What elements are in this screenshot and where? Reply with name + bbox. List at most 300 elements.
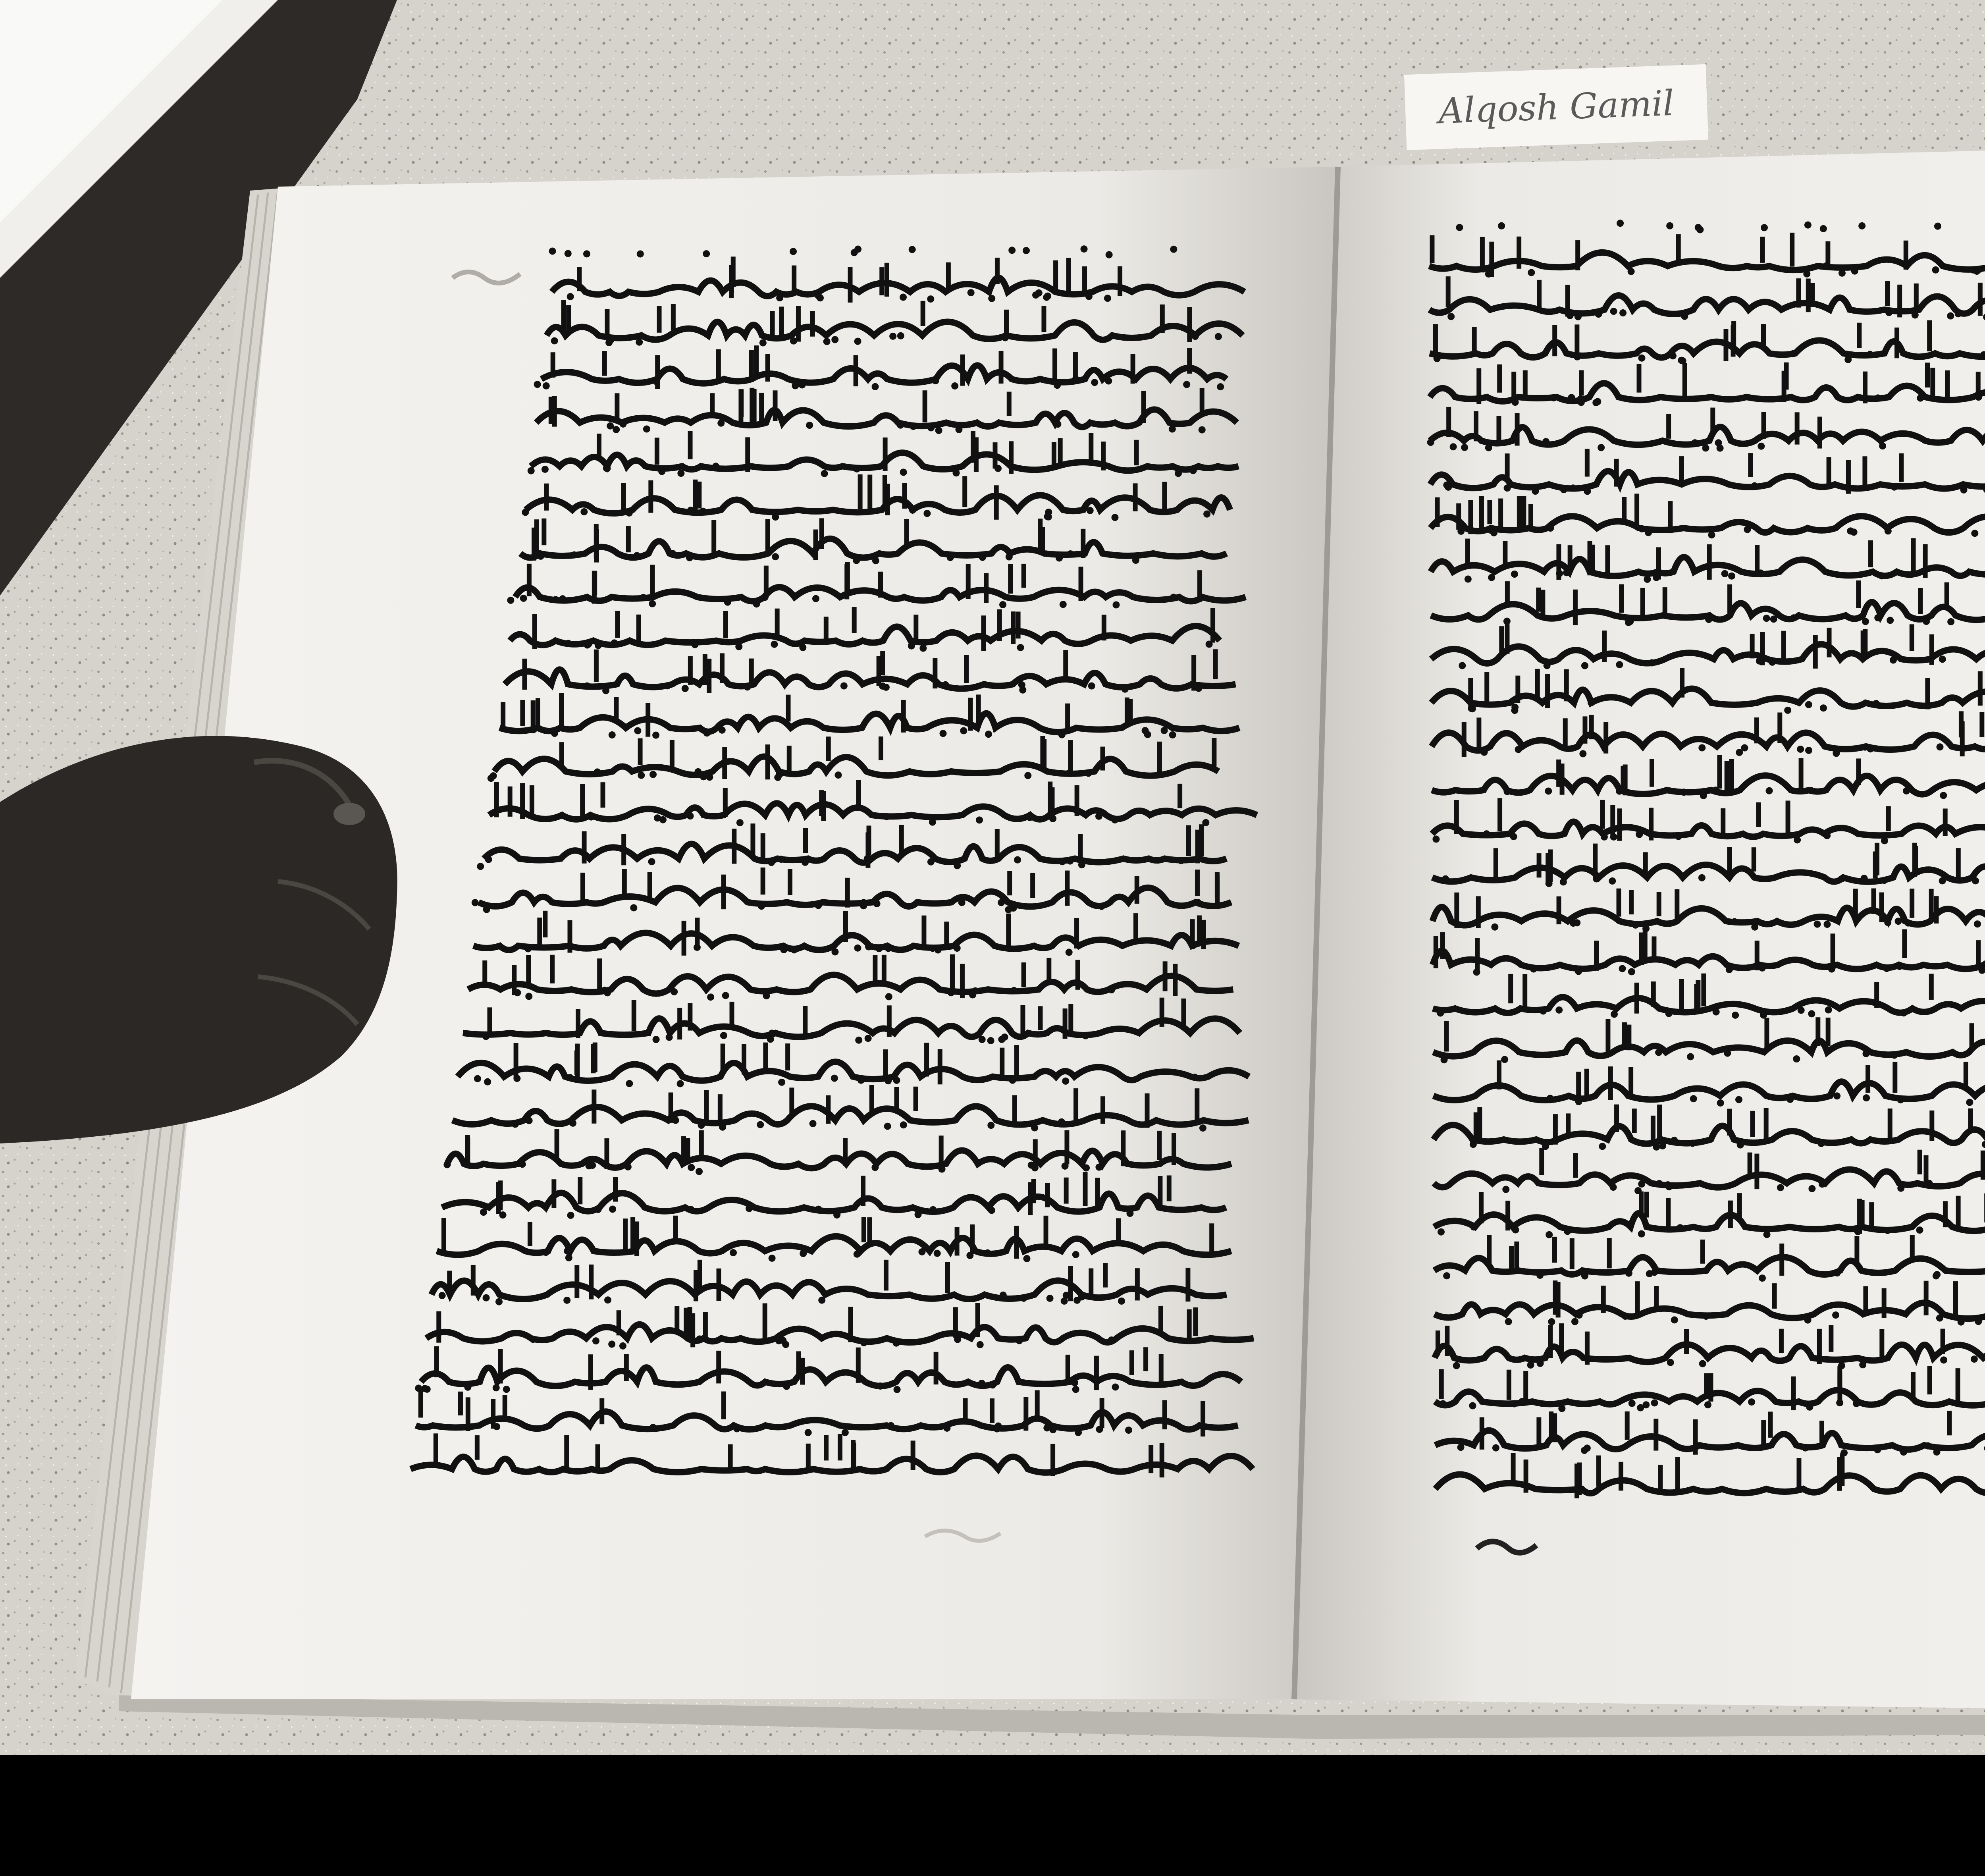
script-stroke — [1629, 890, 1634, 915]
script-dot — [1575, 1098, 1582, 1105]
script-dot — [1085, 770, 1092, 777]
script-dot — [1026, 814, 1033, 821]
script-stroke — [1956, 1368, 1960, 1404]
script-dot — [1527, 1361, 1534, 1369]
script-dot — [1803, 270, 1810, 278]
script-dot — [1628, 1400, 1636, 1407]
script-dot — [1814, 921, 1821, 928]
script-stroke — [564, 1435, 569, 1468]
script-dot — [817, 294, 824, 301]
script-stroke — [1679, 456, 1684, 486]
script-stroke — [1761, 1420, 1766, 1446]
script-stroke — [728, 1444, 733, 1468]
script-dot — [669, 550, 676, 557]
script-dot — [1175, 470, 1182, 477]
script-stroke — [1679, 979, 1684, 1012]
script-dot — [860, 1339, 867, 1346]
script-dot — [609, 1205, 616, 1213]
script-stroke — [1440, 932, 1445, 959]
script-dot — [1770, 615, 1777, 623]
script-dot — [439, 1292, 446, 1299]
script-dot — [1769, 659, 1776, 666]
script-dot — [778, 856, 785, 863]
script-stroke — [671, 304, 676, 330]
script-stroke — [1548, 1325, 1553, 1358]
script-stroke — [1754, 1154, 1759, 1190]
script-dot — [1105, 378, 1112, 385]
script-dot — [1884, 919, 1891, 926]
script-dot — [1564, 1228, 1571, 1235]
script-stroke — [566, 305, 571, 332]
script-dot — [1065, 769, 1072, 777]
script-dot — [512, 1120, 519, 1128]
script-dot — [604, 1296, 611, 1303]
script-dot — [792, 382, 799, 389]
script-stroke — [852, 607, 857, 633]
script-stroke — [1160, 305, 1165, 333]
script-dot — [1599, 1143, 1606, 1150]
script-dot — [1217, 383, 1224, 390]
script-stroke — [1708, 1373, 1713, 1402]
script-stroke — [1197, 570, 1202, 602]
script-dot — [1611, 1010, 1618, 1018]
script-stroke — [1456, 503, 1461, 530]
script-dot — [607, 422, 614, 430]
script-dot — [1610, 308, 1617, 315]
script-dot — [543, 382, 550, 389]
script-stroke — [1806, 279, 1811, 312]
script-stroke — [1496, 416, 1501, 444]
script-dot — [1610, 1184, 1617, 1191]
script-dot — [524, 945, 532, 952]
script-dot — [602, 687, 609, 694]
script-stroke — [867, 825, 871, 855]
script-dot — [1897, 1185, 1904, 1192]
script-dot — [1717, 1099, 1724, 1107]
script-dot — [1510, 833, 1517, 840]
script-dot — [1737, 1141, 1744, 1149]
script-dot — [1844, 356, 1852, 363]
script-dot — [649, 600, 656, 607]
script-dot — [583, 250, 590, 257]
script-dot — [534, 381, 541, 388]
script-dot — [706, 773, 713, 781]
script-stroke — [1557, 897, 1561, 925]
script-stroke — [1116, 1218, 1121, 1244]
script-stroke — [968, 698, 973, 731]
script-dot — [1645, 529, 1652, 536]
script-dot — [1547, 1095, 1554, 1102]
script-dot — [696, 1335, 703, 1342]
script-dot — [1939, 656, 1946, 663]
script-stroke — [685, 1138, 690, 1163]
script-stroke — [1635, 1281, 1640, 1313]
script-dot — [1900, 1448, 1907, 1456]
script-stroke — [1782, 371, 1786, 402]
script-stroke — [856, 780, 861, 806]
script-dot — [1610, 833, 1617, 841]
script-stroke — [779, 307, 784, 341]
script-dot — [1540, 1007, 1547, 1014]
script-dot — [1759, 964, 1766, 972]
script-dot — [595, 642, 602, 649]
script-dot — [624, 1163, 632, 1170]
script-dot — [1511, 1400, 1518, 1407]
script-dot — [763, 992, 770, 999]
script-stroke — [1523, 370, 1528, 399]
script-dot — [1823, 832, 1831, 839]
script-stroke — [806, 1444, 811, 1469]
script-stroke — [1484, 672, 1489, 706]
script-stroke — [596, 1444, 600, 1469]
script-dot — [818, 1297, 825, 1304]
script-stroke — [894, 1087, 899, 1113]
script-stroke — [838, 1434, 842, 1461]
script-stroke — [852, 1442, 856, 1473]
script-stroke — [530, 785, 534, 819]
script-stroke — [1813, 635, 1818, 669]
script-dot — [421, 1385, 428, 1392]
script-dot — [893, 1340, 900, 1347]
script-dot — [1066, 858, 1073, 865]
script-dot — [1794, 836, 1801, 843]
script-stroke — [592, 1089, 596, 1123]
script-dot — [1459, 662, 1466, 669]
script-stroke — [623, 1219, 628, 1252]
script-dot — [619, 1342, 626, 1350]
script-dot — [700, 508, 707, 515]
script-stroke — [1535, 669, 1540, 697]
script-stroke — [1016, 611, 1021, 638]
script-stroke — [1480, 1417, 1484, 1450]
script-dot — [831, 948, 838, 955]
script-dot — [1638, 355, 1645, 362]
script-dot — [1933, 1271, 1941, 1278]
script-stroke — [1693, 1419, 1698, 1455]
script-stroke — [716, 349, 721, 380]
script-dot — [1671, 1137, 1678, 1144]
script-stroke — [848, 267, 852, 303]
script-stroke — [1978, 671, 1983, 706]
script-stroke — [482, 960, 487, 987]
script-stroke — [1023, 1397, 1028, 1431]
script-stroke — [621, 834, 626, 866]
script-dot — [952, 469, 960, 476]
script-dot — [658, 468, 665, 475]
script-dot — [798, 381, 806, 388]
script-stroke — [1475, 938, 1480, 971]
script-stroke — [542, 519, 546, 545]
script-dot — [1708, 531, 1715, 538]
script-dot — [1457, 1444, 1465, 1451]
script-stroke — [1570, 1238, 1575, 1269]
script-stroke — [622, 869, 627, 899]
script-stroke — [614, 697, 619, 721]
script-stroke — [669, 1093, 673, 1123]
script-dot — [927, 858, 935, 866]
script-dot — [976, 816, 983, 823]
script-dot — [1763, 1231, 1771, 1238]
script-dot — [1020, 1295, 1027, 1302]
script-stroke — [1675, 889, 1679, 923]
script-stroke — [924, 1043, 929, 1076]
script-dot — [979, 554, 986, 561]
script-stroke — [1621, 766, 1625, 792]
script-stroke — [1666, 1198, 1671, 1231]
script-stroke — [710, 393, 715, 418]
script-dot — [1056, 554, 1063, 561]
script-dot — [1973, 268, 1981, 275]
script-dot — [730, 1249, 737, 1256]
script-stroke — [544, 484, 549, 511]
script-stroke — [1012, 1095, 1017, 1122]
script-stroke — [1634, 494, 1639, 528]
script-stroke — [1959, 711, 1964, 737]
script-dot — [549, 248, 556, 255]
script-dot — [1933, 1448, 1941, 1456]
script-stroke — [1050, 1444, 1055, 1476]
script-dot — [842, 1429, 849, 1436]
script-stroke — [1133, 483, 1138, 511]
script-stroke — [1511, 1453, 1516, 1485]
script-stroke — [945, 1262, 950, 1293]
script-dot — [1912, 311, 1919, 318]
script-dot — [688, 1164, 695, 1171]
script-stroke — [1497, 364, 1502, 393]
script-dot — [1066, 949, 1073, 956]
script-dot — [1638, 525, 1646, 532]
script-stroke — [1191, 655, 1196, 691]
script-dot — [520, 595, 527, 602]
script-stroke — [1628, 1067, 1633, 1097]
script-dot — [1932, 266, 1939, 274]
script-dot — [1638, 1230, 1645, 1238]
script-dot — [1805, 747, 1812, 754]
script-dot — [1505, 1318, 1512, 1325]
script-dot — [1126, 1210, 1133, 1217]
script-stroke — [1444, 1021, 1449, 1051]
script-stroke — [717, 1269, 721, 1301]
script-stroke — [1756, 802, 1761, 827]
script-dot — [1199, 1124, 1206, 1132]
script-dot — [947, 554, 954, 561]
script-dot — [1854, 1228, 1862, 1235]
script-dot — [948, 989, 955, 996]
script-dot — [1002, 334, 1009, 341]
script-dot — [987, 1122, 994, 1129]
script-stroke — [1605, 1019, 1610, 1052]
script-dot — [1798, 1006, 1805, 1014]
script-dot — [563, 1297, 570, 1304]
script-stroke — [1871, 888, 1876, 914]
script-stroke — [1658, 1465, 1663, 1495]
script-dot — [1818, 1140, 1825, 1147]
script-dot — [1058, 731, 1066, 738]
script-stroke — [1201, 920, 1206, 949]
script-dot — [1681, 313, 1688, 320]
script-dot — [503, 1386, 510, 1393]
script-stroke — [1433, 324, 1438, 352]
script-dot — [1588, 699, 1595, 706]
script-dot — [1170, 594, 1177, 601]
script-stroke — [1752, 847, 1756, 871]
script-dot — [1563, 569, 1570, 576]
script-dot — [1571, 1318, 1578, 1325]
script-stroke — [1030, 873, 1035, 898]
script-stroke — [1882, 1288, 1887, 1318]
script-dot — [1584, 488, 1591, 495]
script-stroke — [599, 1398, 604, 1424]
script-stroke — [441, 1218, 446, 1252]
script-dot — [1546, 1231, 1553, 1238]
script-stroke — [447, 1271, 452, 1295]
script-dot — [1085, 293, 1093, 300]
script-dot — [914, 1211, 921, 1218]
script-stroke — [434, 1346, 439, 1377]
script-dot — [1511, 571, 1518, 578]
script-dot — [1763, 615, 1770, 622]
script-dot — [1891, 484, 1898, 491]
script-stroke — [819, 518, 824, 549]
script-dot — [696, 1168, 703, 1175]
script-stroke — [711, 520, 716, 553]
script-stroke — [1193, 1307, 1198, 1336]
script-dot — [1457, 528, 1465, 535]
script-dot — [613, 426, 620, 433]
script-dot — [1759, 1274, 1766, 1282]
script-dot — [1731, 918, 1738, 925]
script-stroke — [494, 782, 499, 817]
script-stroke — [580, 784, 585, 818]
script-stroke — [878, 572, 883, 598]
script-dot — [884, 1123, 891, 1130]
script-dot — [1470, 1223, 1477, 1230]
script-stroke — [1479, 496, 1484, 531]
script-stroke — [1625, 1411, 1630, 1440]
script-stroke — [787, 746, 792, 775]
script-stroke — [1657, 892, 1661, 916]
script-stroke — [670, 740, 675, 768]
script-dot — [1804, 1317, 1812, 1324]
script-stroke — [1748, 1153, 1752, 1179]
script-stroke — [1910, 889, 1914, 918]
script-dot — [1832, 1311, 1839, 1319]
script-stroke — [1474, 411, 1478, 442]
script-stroke — [990, 1398, 994, 1423]
script-stroke — [1640, 588, 1645, 617]
script-stroke — [465, 1138, 470, 1163]
script-stroke — [1007, 392, 1012, 416]
script-stroke — [552, 396, 557, 427]
script-stroke — [729, 268, 734, 293]
script-dot — [565, 640, 572, 647]
script-stroke — [1875, 843, 1879, 875]
script-stroke — [1552, 1413, 1557, 1442]
script-stroke — [1589, 715, 1594, 740]
script-stroke — [966, 564, 971, 599]
script-dot — [1808, 1010, 1815, 1017]
script-stroke — [1477, 1107, 1482, 1141]
script-stroke — [1014, 1045, 1019, 1078]
script-stroke — [749, 659, 754, 684]
script-dot — [854, 338, 861, 345]
script-stroke — [1178, 784, 1182, 808]
script-stroke — [1479, 1192, 1484, 1223]
script-stroke — [1522, 974, 1527, 1010]
script-stroke — [1947, 1411, 1952, 1435]
script-stroke — [1617, 808, 1622, 841]
script-dot — [1793, 1055, 1800, 1062]
script-stroke — [960, 964, 965, 998]
script-dot — [1461, 444, 1468, 451]
script-dot — [1698, 874, 1706, 881]
script-stroke — [496, 1182, 501, 1214]
script-dot — [1939, 877, 1946, 884]
script-stroke — [730, 1002, 734, 1027]
script-stroke — [813, 530, 818, 560]
script-dot — [483, 906, 490, 913]
script-dot — [1492, 1444, 1499, 1452]
script-dot — [1432, 835, 1440, 843]
script-stroke — [1004, 310, 1009, 336]
script-dot — [800, 1250, 807, 1257]
script-stroke — [848, 1307, 853, 1342]
script-stroke — [588, 1354, 593, 1390]
script-dot — [909, 246, 916, 253]
script-dot — [967, 289, 975, 296]
script-dot — [649, 1424, 657, 1431]
script-dot — [1483, 830, 1490, 837]
script-stroke — [673, 1216, 678, 1243]
script-dot — [703, 250, 710, 257]
script-dot — [1958, 1319, 1965, 1326]
script-dot — [1170, 246, 1177, 253]
script-dot — [1839, 270, 1846, 277]
script-dot — [1823, 921, 1831, 928]
script-dot — [929, 819, 936, 826]
script-dot — [753, 600, 760, 607]
script-stroke — [1750, 1111, 1755, 1137]
script-stroke — [843, 1138, 848, 1166]
script-stroke — [1707, 544, 1712, 580]
script-stroke — [1537, 280, 1542, 307]
script-dot — [1008, 247, 1016, 254]
script-stroke — [1978, 283, 1983, 316]
script-dot — [1879, 442, 1886, 449]
script-stroke — [488, 1007, 492, 1032]
script-stroke — [1195, 1088, 1199, 1121]
script-stroke — [750, 823, 755, 857]
script-stroke — [763, 1303, 767, 1339]
script-stroke — [522, 659, 527, 690]
script-stroke — [742, 1044, 746, 1075]
script-dot — [1575, 968, 1582, 975]
script-dot — [1601, 833, 1608, 841]
script-stroke — [615, 393, 619, 422]
script-stroke — [1929, 1111, 1934, 1141]
script-dot — [1859, 1361, 1866, 1368]
script-dot — [1862, 744, 1869, 751]
script-stroke — [1943, 808, 1948, 836]
script-stroke — [885, 484, 890, 515]
script-dot — [1833, 1269, 1840, 1276]
script-dot — [1617, 220, 1624, 227]
script-dot — [834, 1208, 841, 1215]
script-dot — [1627, 618, 1634, 625]
script-stroke — [648, 480, 653, 513]
script-stroke — [1445, 1326, 1449, 1356]
script-dot — [1575, 313, 1582, 320]
